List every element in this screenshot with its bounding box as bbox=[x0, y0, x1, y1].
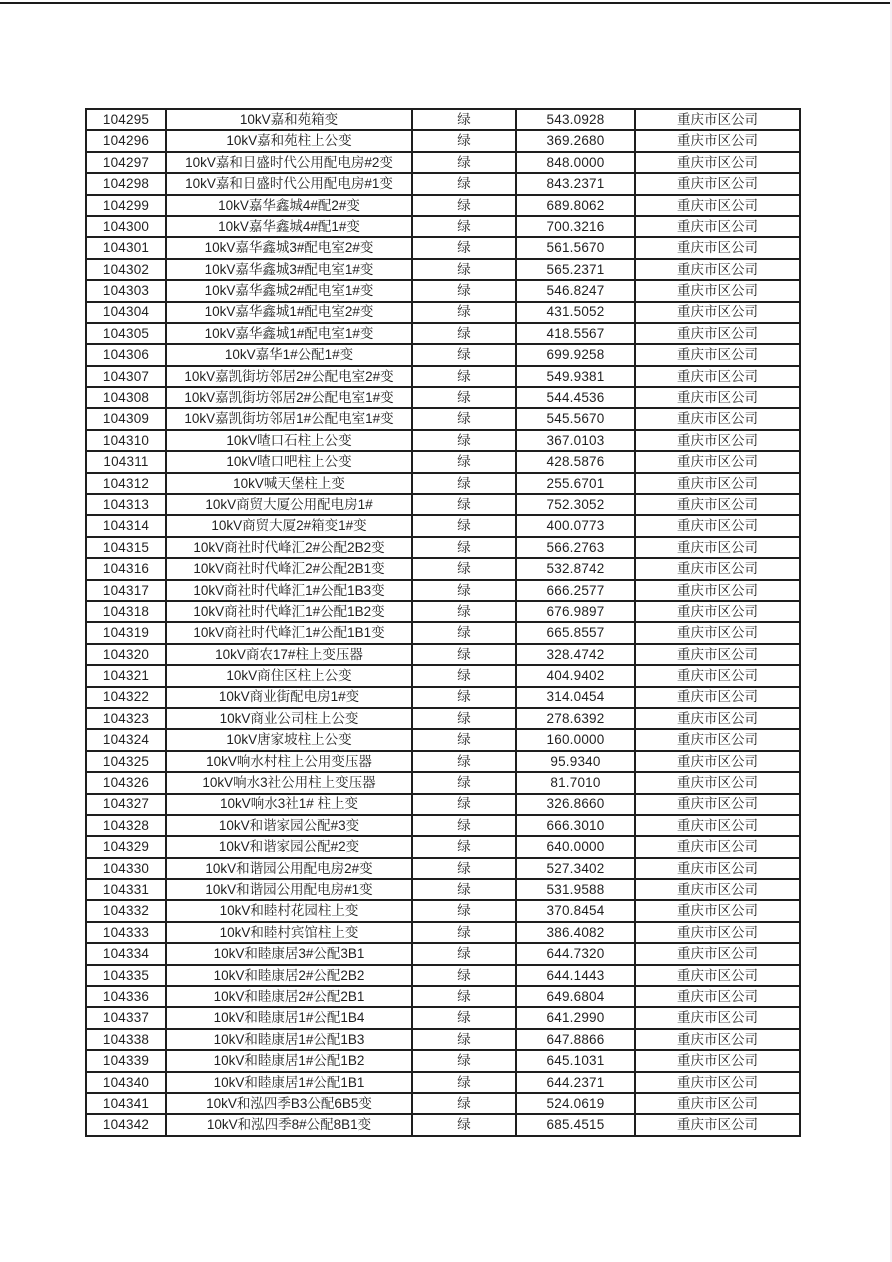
cell-status: 绿 bbox=[412, 494, 516, 515]
cell-id: 104304 bbox=[86, 302, 166, 323]
cell-status: 绿 bbox=[412, 152, 516, 173]
cell-company: 重庆市区公司 bbox=[635, 323, 800, 344]
cell-value: 527.3402 bbox=[516, 858, 635, 879]
cell-name: 10kV商社时代峰汇1#公配1B2变 bbox=[166, 601, 412, 622]
cell-name: 10kV和睦康居1#公配1B4 bbox=[166, 1007, 412, 1028]
cell-name: 10kV和谐家园公配#2变 bbox=[166, 836, 412, 857]
cell-status: 绿 bbox=[412, 130, 516, 151]
cell-status: 绿 bbox=[412, 323, 516, 344]
cell-id: 104340 bbox=[86, 1072, 166, 1093]
cell-value: 81.7010 bbox=[516, 772, 635, 793]
cell-value: 369.2680 bbox=[516, 130, 635, 151]
cell-id: 104329 bbox=[86, 836, 166, 857]
cell-name: 10kV唐家坡柱上公变 bbox=[166, 729, 412, 750]
table-row bbox=[86, 900, 800, 921]
table-row bbox=[86, 152, 800, 173]
cell-status: 绿 bbox=[412, 1114, 516, 1136]
cell-name: 10kV商贸大厦公用配电房1# bbox=[166, 494, 412, 515]
cell-id: 104321 bbox=[86, 665, 166, 686]
cell-name: 10kV响水村柱上公用变压器 bbox=[166, 751, 412, 772]
cell-status: 绿 bbox=[412, 109, 516, 130]
table-row bbox=[86, 1050, 800, 1071]
table-row bbox=[86, 965, 800, 986]
table-row bbox=[86, 408, 800, 429]
cell-value: 545.5670 bbox=[516, 408, 635, 429]
cell-status: 绿 bbox=[412, 943, 516, 964]
cell-name: 10kV嘉和苑柱上公变 bbox=[166, 130, 412, 151]
cell-status: 绿 bbox=[412, 451, 516, 472]
cell-value: 752.3052 bbox=[516, 494, 635, 515]
cell-name: 10kV嘉华鑫城3#配电室1#变 bbox=[166, 259, 412, 280]
table-row bbox=[86, 1093, 800, 1114]
table-row bbox=[86, 1072, 800, 1093]
table-row bbox=[86, 344, 800, 365]
cell-name: 10kV商贸大厦2#箱变1#变 bbox=[166, 515, 412, 536]
cell-name: 10kV商住区柱上公变 bbox=[166, 665, 412, 686]
cell-company: 重庆市区公司 bbox=[635, 109, 800, 130]
cell-id: 104341 bbox=[86, 1093, 166, 1114]
cell-name: 10kV嘉华1#公配1#变 bbox=[166, 344, 412, 365]
cell-name: 10kV商业公司柱上公变 bbox=[166, 708, 412, 729]
cell-status: 绿 bbox=[412, 601, 516, 622]
cell-company: 重庆市区公司 bbox=[635, 601, 800, 622]
cell-company: 重庆市区公司 bbox=[635, 751, 800, 772]
cell-status: 绿 bbox=[412, 1050, 516, 1071]
cell-name: 10kV和谐家园公配#3变 bbox=[166, 815, 412, 836]
cell-name: 10kV商业街配电房1#变 bbox=[166, 687, 412, 708]
cell-id: 104299 bbox=[86, 195, 166, 216]
cell-id: 104331 bbox=[86, 879, 166, 900]
table-row bbox=[86, 216, 800, 237]
cell-name: 10kV商社时代峰汇1#公配1B3变 bbox=[166, 580, 412, 601]
cell-name: 10kV嘉凯街坊邻居2#公配电室2#变 bbox=[166, 366, 412, 387]
cell-value: 314.0454 bbox=[516, 687, 635, 708]
cell-value: 549.9381 bbox=[516, 366, 635, 387]
cell-company: 重庆市区公司 bbox=[635, 794, 800, 815]
cell-id: 104296 bbox=[86, 130, 166, 151]
cell-id: 104319 bbox=[86, 622, 166, 643]
cell-id: 104328 bbox=[86, 815, 166, 836]
cell-company: 重庆市区公司 bbox=[635, 836, 800, 857]
cell-id: 104315 bbox=[86, 537, 166, 558]
table-row bbox=[86, 922, 800, 943]
cell-value: 95.9340 bbox=[516, 751, 635, 772]
cell-value: 665.8557 bbox=[516, 622, 635, 643]
cell-company: 重庆市区公司 bbox=[635, 729, 800, 750]
cell-status: 绿 bbox=[412, 1072, 516, 1093]
table-row bbox=[86, 259, 800, 280]
cell-name: 10kV喳口吧柱上公变 bbox=[166, 451, 412, 472]
cell-status: 绿 bbox=[412, 1029, 516, 1050]
cell-value: 848.0000 bbox=[516, 152, 635, 173]
cell-value: 644.7320 bbox=[516, 943, 635, 964]
cell-id: 104342 bbox=[86, 1114, 166, 1136]
cell-status: 绿 bbox=[412, 302, 516, 323]
cell-id: 104318 bbox=[86, 601, 166, 622]
table-row bbox=[86, 1029, 800, 1050]
cell-id: 104317 bbox=[86, 580, 166, 601]
cell-value: 404.9402 bbox=[516, 665, 635, 686]
cell-company: 重庆市区公司 bbox=[635, 1029, 800, 1050]
cell-value: 418.5567 bbox=[516, 323, 635, 344]
table-row bbox=[86, 387, 800, 408]
table-row bbox=[86, 815, 800, 836]
cell-company: 重庆市区公司 bbox=[635, 772, 800, 793]
cell-value: 543.0928 bbox=[516, 109, 635, 130]
table-row bbox=[86, 302, 800, 323]
cell-status: 绿 bbox=[412, 729, 516, 750]
table-row bbox=[86, 109, 800, 130]
cell-company: 重庆市区公司 bbox=[635, 259, 800, 280]
cell-id: 104306 bbox=[86, 344, 166, 365]
page-top-edge bbox=[0, 2, 892, 4]
cell-name: 10kV商社时代峰汇1#公配1B1变 bbox=[166, 622, 412, 643]
table-row bbox=[86, 537, 800, 558]
cell-company: 重庆市区公司 bbox=[635, 1050, 800, 1071]
cell-value: 546.8247 bbox=[516, 280, 635, 301]
cell-value: 647.8866 bbox=[516, 1029, 635, 1050]
cell-status: 绿 bbox=[412, 280, 516, 301]
cell-value: 326.8660 bbox=[516, 794, 635, 815]
table-row bbox=[86, 644, 800, 665]
cell-value: 843.2371 bbox=[516, 173, 635, 194]
status-table-container bbox=[85, 108, 799, 1137]
cell-name: 10kV和睦康居1#公配1B3 bbox=[166, 1029, 412, 1050]
cell-company: 重庆市区公司 bbox=[635, 1072, 800, 1093]
table-row bbox=[86, 494, 800, 515]
cell-id: 104307 bbox=[86, 366, 166, 387]
cell-status: 绿 bbox=[412, 622, 516, 643]
table-row bbox=[86, 986, 800, 1007]
table-row bbox=[86, 515, 800, 536]
cell-company: 重庆市区公司 bbox=[635, 494, 800, 515]
cell-id: 104330 bbox=[86, 858, 166, 879]
cell-id: 104336 bbox=[86, 986, 166, 1007]
table-row bbox=[86, 729, 800, 750]
cell-status: 绿 bbox=[412, 173, 516, 194]
cell-value: 370.8454 bbox=[516, 900, 635, 921]
status-table-body bbox=[86, 109, 800, 1136]
cell-name: 10kV和睦康居2#公配2B2 bbox=[166, 965, 412, 986]
cell-status: 绿 bbox=[412, 836, 516, 857]
cell-company: 重庆市区公司 bbox=[635, 195, 800, 216]
cell-company: 重庆市区公司 bbox=[635, 451, 800, 472]
cell-name: 10kV嘉凯街坊邻居2#公配电室1#变 bbox=[166, 387, 412, 408]
cell-value: 565.2371 bbox=[516, 259, 635, 280]
table-row bbox=[86, 687, 800, 708]
cell-status: 绿 bbox=[412, 772, 516, 793]
cell-status: 绿 bbox=[412, 580, 516, 601]
cell-id: 104305 bbox=[86, 323, 166, 344]
cell-value: 531.9588 bbox=[516, 879, 635, 900]
cell-name: 10kV嘉华鑫城4#配1#变 bbox=[166, 216, 412, 237]
cell-id: 104312 bbox=[86, 473, 166, 494]
cell-id: 104295 bbox=[86, 109, 166, 130]
table-row bbox=[86, 794, 800, 815]
cell-company: 重庆市区公司 bbox=[635, 622, 800, 643]
cell-status: 绿 bbox=[412, 879, 516, 900]
cell-value: 566.2763 bbox=[516, 537, 635, 558]
table-row bbox=[86, 1007, 800, 1028]
cell-company: 重庆市区公司 bbox=[635, 366, 800, 387]
cell-company: 重庆市区公司 bbox=[635, 344, 800, 365]
cell-id: 104310 bbox=[86, 430, 166, 451]
cell-status: 绿 bbox=[412, 751, 516, 772]
cell-value: 644.1443 bbox=[516, 965, 635, 986]
cell-name: 10kV和谐园公用配电房2#变 bbox=[166, 858, 412, 879]
cell-status: 绿 bbox=[412, 644, 516, 665]
cell-status: 绿 bbox=[412, 665, 516, 686]
cell-value: 428.5876 bbox=[516, 451, 635, 472]
cell-id: 104311 bbox=[86, 451, 166, 472]
cell-name: 10kV响水3社1# 柱上变 bbox=[166, 794, 412, 815]
cell-name: 10kV嘉华鑫城4#配2#变 bbox=[166, 195, 412, 216]
cell-name: 10kV嘉华鑫城3#配电室2#变 bbox=[166, 237, 412, 258]
cell-id: 104316 bbox=[86, 558, 166, 579]
cell-id: 104308 bbox=[86, 387, 166, 408]
cell-value: 524.0619 bbox=[516, 1093, 635, 1114]
table-row bbox=[86, 879, 800, 900]
table-row bbox=[86, 237, 800, 258]
table-row bbox=[86, 451, 800, 472]
table-row bbox=[86, 280, 800, 301]
cell-company: 重庆市区公司 bbox=[635, 216, 800, 237]
cell-value: 685.4515 bbox=[516, 1114, 635, 1136]
table-row bbox=[86, 195, 800, 216]
cell-company: 重庆市区公司 bbox=[635, 879, 800, 900]
table-row bbox=[86, 558, 800, 579]
cell-status: 绿 bbox=[412, 1093, 516, 1114]
cell-name: 10kV嘉凯街坊邻居1#公配电室1#变 bbox=[166, 408, 412, 429]
cell-status: 绿 bbox=[412, 473, 516, 494]
cell-value: 255.6701 bbox=[516, 473, 635, 494]
cell-id: 104327 bbox=[86, 794, 166, 815]
cell-id: 104322 bbox=[86, 687, 166, 708]
cell-name: 10kV喳口石柱上公变 bbox=[166, 430, 412, 451]
table-row bbox=[86, 772, 800, 793]
cell-name: 10kV和睦康居1#公配1B2 bbox=[166, 1050, 412, 1071]
cell-value: 645.1031 bbox=[516, 1050, 635, 1071]
cell-value: 561.5670 bbox=[516, 237, 635, 258]
cell-id: 104325 bbox=[86, 751, 166, 772]
cell-id: 104309 bbox=[86, 408, 166, 429]
cell-status: 绿 bbox=[412, 794, 516, 815]
table-row bbox=[86, 665, 800, 686]
cell-id: 104314 bbox=[86, 515, 166, 536]
cell-company: 重庆市区公司 bbox=[635, 515, 800, 536]
cell-value: 699.9258 bbox=[516, 344, 635, 365]
cell-company: 重庆市区公司 bbox=[635, 1114, 800, 1136]
cell-company: 重庆市区公司 bbox=[635, 130, 800, 151]
cell-name: 10kV嘉和苑箱变 bbox=[166, 109, 412, 130]
table-row bbox=[86, 366, 800, 387]
cell-company: 重庆市区公司 bbox=[635, 237, 800, 258]
cell-company: 重庆市区公司 bbox=[635, 986, 800, 1007]
cell-name: 10kV和睦村宾馆柱上变 bbox=[166, 922, 412, 943]
cell-name: 10kV和睦康居2#公配2B1 bbox=[166, 986, 412, 1007]
cell-value: 644.2371 bbox=[516, 1072, 635, 1093]
cell-value: 640.0000 bbox=[516, 836, 635, 857]
cell-company: 重庆市区公司 bbox=[635, 644, 800, 665]
table-row bbox=[86, 601, 800, 622]
cell-company: 重庆市区公司 bbox=[635, 858, 800, 879]
cell-status: 绿 bbox=[412, 858, 516, 879]
cell-company: 重庆市区公司 bbox=[635, 943, 800, 964]
cell-value: 700.3216 bbox=[516, 216, 635, 237]
cell-status: 绿 bbox=[412, 408, 516, 429]
cell-status: 绿 bbox=[412, 344, 516, 365]
cell-company: 重庆市区公司 bbox=[635, 302, 800, 323]
cell-status: 绿 bbox=[412, 387, 516, 408]
cell-company: 重庆市区公司 bbox=[635, 665, 800, 686]
cell-company: 重庆市区公司 bbox=[635, 430, 800, 451]
cell-value: 649.6804 bbox=[516, 986, 635, 1007]
cell-company: 重庆市区公司 bbox=[635, 152, 800, 173]
table-row bbox=[86, 130, 800, 151]
cell-company: 重庆市区公司 bbox=[635, 815, 800, 836]
cell-id: 104324 bbox=[86, 729, 166, 750]
cell-id: 104302 bbox=[86, 259, 166, 280]
cell-status: 绿 bbox=[412, 237, 516, 258]
cell-company: 重庆市区公司 bbox=[635, 473, 800, 494]
cell-id: 104297 bbox=[86, 152, 166, 173]
cell-name: 10kV嘉和日盛时代公用配电房#1变 bbox=[166, 173, 412, 194]
cell-value: 400.0773 bbox=[516, 515, 635, 536]
cell-company: 重庆市区公司 bbox=[635, 965, 800, 986]
table-row bbox=[86, 751, 800, 772]
cell-value: 386.4082 bbox=[516, 922, 635, 943]
table-row bbox=[86, 622, 800, 643]
cell-name: 10kV商社时代峰汇2#公配2B1变 bbox=[166, 558, 412, 579]
cell-company: 重庆市区公司 bbox=[635, 708, 800, 729]
cell-id: 104313 bbox=[86, 494, 166, 515]
cell-status: 绿 bbox=[412, 195, 516, 216]
cell-company: 重庆市区公司 bbox=[635, 1007, 800, 1028]
cell-id: 104301 bbox=[86, 237, 166, 258]
cell-status: 绿 bbox=[412, 986, 516, 1007]
cell-name: 10kV喊天堡柱上变 bbox=[166, 473, 412, 494]
cell-name: 10kV嘉和日盛时代公用配电房#2变 bbox=[166, 152, 412, 173]
cell-status: 绿 bbox=[412, 815, 516, 836]
cell-company: 重庆市区公司 bbox=[635, 580, 800, 601]
cell-status: 绿 bbox=[412, 216, 516, 237]
cell-status: 绿 bbox=[412, 965, 516, 986]
cell-name: 10kV嘉华鑫城2#配电室1#变 bbox=[166, 280, 412, 301]
table-row bbox=[86, 323, 800, 344]
cell-name: 10kV嘉华鑫城1#配电室2#变 bbox=[166, 302, 412, 323]
cell-name: 10kV和睦康居3#公配3B1 bbox=[166, 943, 412, 964]
cell-name: 10kV嘉华鑫城1#配电室1#变 bbox=[166, 323, 412, 344]
cell-value: 666.2577 bbox=[516, 580, 635, 601]
cell-name: 10kV和泓四季B3公配6B5变 bbox=[166, 1093, 412, 1114]
cell-status: 绿 bbox=[412, 366, 516, 387]
cell-company: 重庆市区公司 bbox=[635, 387, 800, 408]
cell-name: 10kV商社时代峰汇2#公配2B2变 bbox=[166, 537, 412, 558]
cell-id: 104298 bbox=[86, 173, 166, 194]
table-row bbox=[86, 173, 800, 194]
cell-value: 160.0000 bbox=[516, 729, 635, 750]
cell-id: 104300 bbox=[86, 216, 166, 237]
cell-company: 重庆市区公司 bbox=[635, 558, 800, 579]
cell-status: 绿 bbox=[412, 1007, 516, 1028]
cell-value: 278.6392 bbox=[516, 708, 635, 729]
cell-id: 104332 bbox=[86, 900, 166, 921]
status-table bbox=[85, 108, 801, 1137]
cell-status: 绿 bbox=[412, 922, 516, 943]
cell-id: 104335 bbox=[86, 965, 166, 986]
cell-value: 431.5052 bbox=[516, 302, 635, 323]
cell-company: 重庆市区公司 bbox=[635, 173, 800, 194]
cell-value: 666.3010 bbox=[516, 815, 635, 836]
cell-status: 绿 bbox=[412, 558, 516, 579]
cell-id: 104303 bbox=[86, 280, 166, 301]
table-row bbox=[86, 858, 800, 879]
cell-id: 104333 bbox=[86, 922, 166, 943]
cell-id: 104323 bbox=[86, 708, 166, 729]
cell-id: 104338 bbox=[86, 1029, 166, 1050]
cell-value: 367.0103 bbox=[516, 430, 635, 451]
cell-company: 重庆市区公司 bbox=[635, 537, 800, 558]
cell-company: 重庆市区公司 bbox=[635, 408, 800, 429]
cell-value: 676.9897 bbox=[516, 601, 635, 622]
cell-name: 10kV和泓四季8#公配8B1变 bbox=[166, 1114, 412, 1136]
cell-name: 10kV和睦村花园柱上变 bbox=[166, 900, 412, 921]
cell-id: 104337 bbox=[86, 1007, 166, 1028]
cell-company: 重庆市区公司 bbox=[635, 900, 800, 921]
cell-company: 重庆市区公司 bbox=[635, 687, 800, 708]
cell-status: 绿 bbox=[412, 708, 516, 729]
cell-company: 重庆市区公司 bbox=[635, 1093, 800, 1114]
cell-status: 绿 bbox=[412, 515, 516, 536]
cell-id: 104334 bbox=[86, 943, 166, 964]
table-row bbox=[86, 943, 800, 964]
cell-value: 532.8742 bbox=[516, 558, 635, 579]
cell-value: 544.4536 bbox=[516, 387, 635, 408]
cell-name: 10kV和睦康居1#公配1B1 bbox=[166, 1072, 412, 1093]
table-row bbox=[86, 836, 800, 857]
cell-status: 绿 bbox=[412, 900, 516, 921]
cell-id: 104320 bbox=[86, 644, 166, 665]
cell-company: 重庆市区公司 bbox=[635, 922, 800, 943]
cell-status: 绿 bbox=[412, 259, 516, 280]
table-row bbox=[86, 708, 800, 729]
table-row bbox=[86, 1114, 800, 1136]
cell-value: 689.8062 bbox=[516, 195, 635, 216]
cell-status: 绿 bbox=[412, 430, 516, 451]
cell-status: 绿 bbox=[412, 687, 516, 708]
cell-name: 10kV和谐园公用配电房#1变 bbox=[166, 879, 412, 900]
cell-status: 绿 bbox=[412, 537, 516, 558]
table-row bbox=[86, 580, 800, 601]
cell-id: 104339 bbox=[86, 1050, 166, 1071]
table-row bbox=[86, 430, 800, 451]
cell-value: 328.4742 bbox=[516, 644, 635, 665]
cell-name: 10kV响水3社公用柱上变压器 bbox=[166, 772, 412, 793]
cell-name: 10kV商农17#柱上变压器 bbox=[166, 644, 412, 665]
table-row bbox=[86, 473, 800, 494]
cell-id: 104326 bbox=[86, 772, 166, 793]
cell-value: 641.2990 bbox=[516, 1007, 635, 1028]
cell-company: 重庆市区公司 bbox=[635, 280, 800, 301]
